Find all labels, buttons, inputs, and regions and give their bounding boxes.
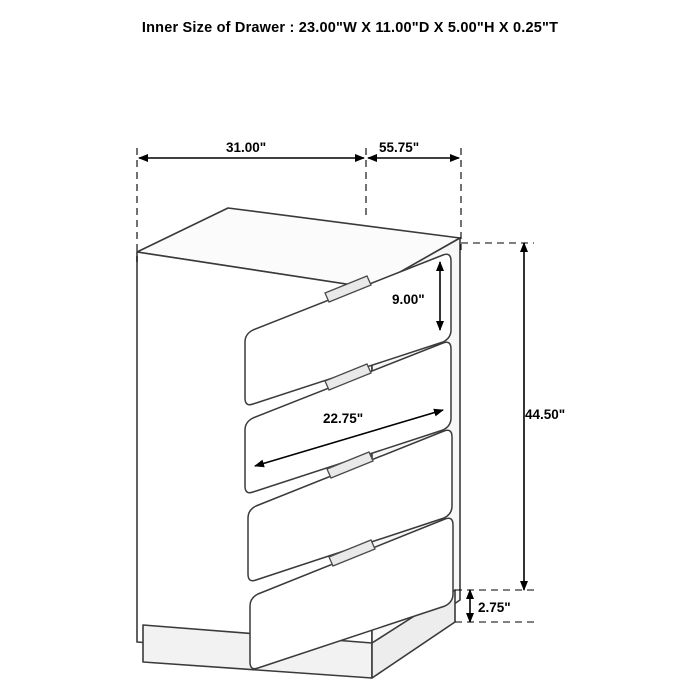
dimension-label-width-side: 55.75" bbox=[379, 140, 420, 155]
page-title: Inner Size of Drawer : 23.00"W X 11.00"D X 5.00"H X 0.25"T bbox=[141, 20, 559, 36]
dimension-label-drawer-width: 22.75" bbox=[323, 411, 364, 426]
dimension-label-total-height: 44.50" bbox=[525, 407, 566, 422]
dimension-label-width-front: 31.00" bbox=[226, 140, 267, 155]
dimension-label-drawer-height: 9.00" bbox=[392, 292, 425, 307]
dimension-label-plinth-height: 2.75" bbox=[478, 600, 511, 615]
